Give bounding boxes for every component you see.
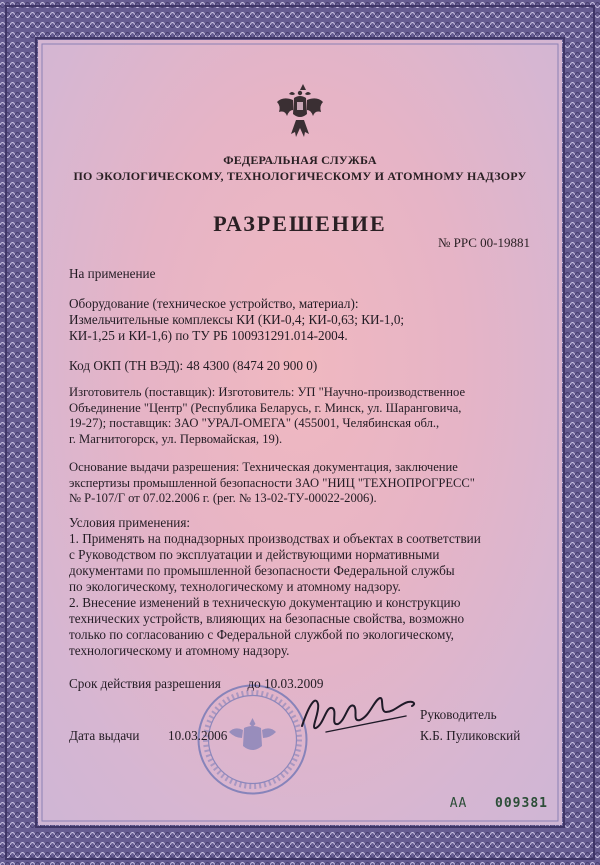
serial-number [450, 796, 548, 811]
conditions-heading: Условия применения: [69, 515, 191, 530]
condition-line: по экологическому, технологическому и атомному надзору. [69, 579, 401, 594]
purpose-text: На применение [69, 266, 156, 281]
condition-line: 2. Внесение изменений в техническую документацию и конструкцию [69, 595, 461, 610]
okp-code: Код ОКП (ТН ВЭД): 48 4300 (8474 20 900 0) [69, 358, 318, 373]
condition-line: технических устройств, влияющих на безопасные свойства, возможно [69, 611, 465, 626]
equipment-line: Измельчительные комплексы КИ (КИ-0,4; КИ-0,63; КИ-1,0; [69, 312, 405, 327]
agency-name-line2: ПО ЭКОЛОГИЧЕСКОМУ, ТЕХНОЛОГИЧЕСКОМУ И АТОМНОМУ НАДЗОРУ [73, 169, 527, 183]
signatory-role: Руководитель [420, 707, 497, 722]
document-title: РАЗРЕШЕНИЕ [213, 211, 387, 236]
signatory-name: К.Б. Пуликовский [420, 728, 521, 743]
equipment-section [69, 296, 404, 344]
issue-date: 10.03.2006 [168, 728, 228, 743]
issue-label: Дата выдачи [69, 728, 140, 743]
agency-name-line1: ФЕДЕРАЛЬНАЯ СЛУЖБА [223, 153, 377, 167]
basis-line: экспертизы промышленной безопасности ЗАО "НИЦ "ТЕХНОПРОГРЕСС" [69, 475, 475, 490]
equipment-line: КИ-1,25 и КИ-1,6) по ТУ РБ 100931291.014-2004. [69, 328, 348, 343]
condition-line: технологическому и атомному надзору. [69, 643, 290, 658]
manufacturer-line: Объединение "Центр" (Республика Беларусь, г. Минск, ул. Шаранговича, [69, 400, 462, 415]
basis-section [69, 460, 475, 507]
validity-row [69, 676, 323, 692]
permit-number: № РРС 00-19881 [437, 235, 530, 250]
basis-line: № Р-107/Г от 07.02.2006 г. (рег. № 13-02-ТУ-00022-2006). [69, 491, 377, 505]
serial-digits: 009381 [495, 796, 548, 811]
manufacturer-section [69, 385, 465, 447]
basis-line: Основание выдачи разрешения: Техническая документация, заключение [69, 460, 458, 474]
conditions-section [69, 515, 481, 659]
manufacturer-line: 19-27); поставщик: ЗАО "УРАЛ-ОМЕГА" (455001, Челябинская обл., [69, 416, 440, 430]
condition-line: 1. Применять на поднадзорных производствах и объектах в соответствии [69, 531, 481, 546]
manufacturer-line: г. Магнитогорск, ул. Первомайская, 19). [69, 431, 283, 446]
validity-label: Срок действия разрешения [69, 676, 221, 691]
manufacturer-line: Изготовитель (поставщик): Изготовитель: УП "Научно-производственное [69, 385, 466, 399]
equipment-label: Оборудование (техническое устройство, материал): [69, 296, 359, 311]
handwritten-signature [296, 682, 424, 740]
issue-row [69, 728, 227, 744]
condition-line: документами по промышленной безопасности Федеральной службы [69, 563, 455, 578]
serial-series: АА [449, 796, 468, 811]
condition-line: с Руководством по эксплуатации и действующими нормативными [69, 547, 440, 562]
validity-date: до 10.03.2009 [247, 676, 324, 691]
condition-line: только по согласованию с Федеральной службой по экологическому, [69, 627, 454, 642]
double-headed-eagle-icon [273, 80, 327, 142]
